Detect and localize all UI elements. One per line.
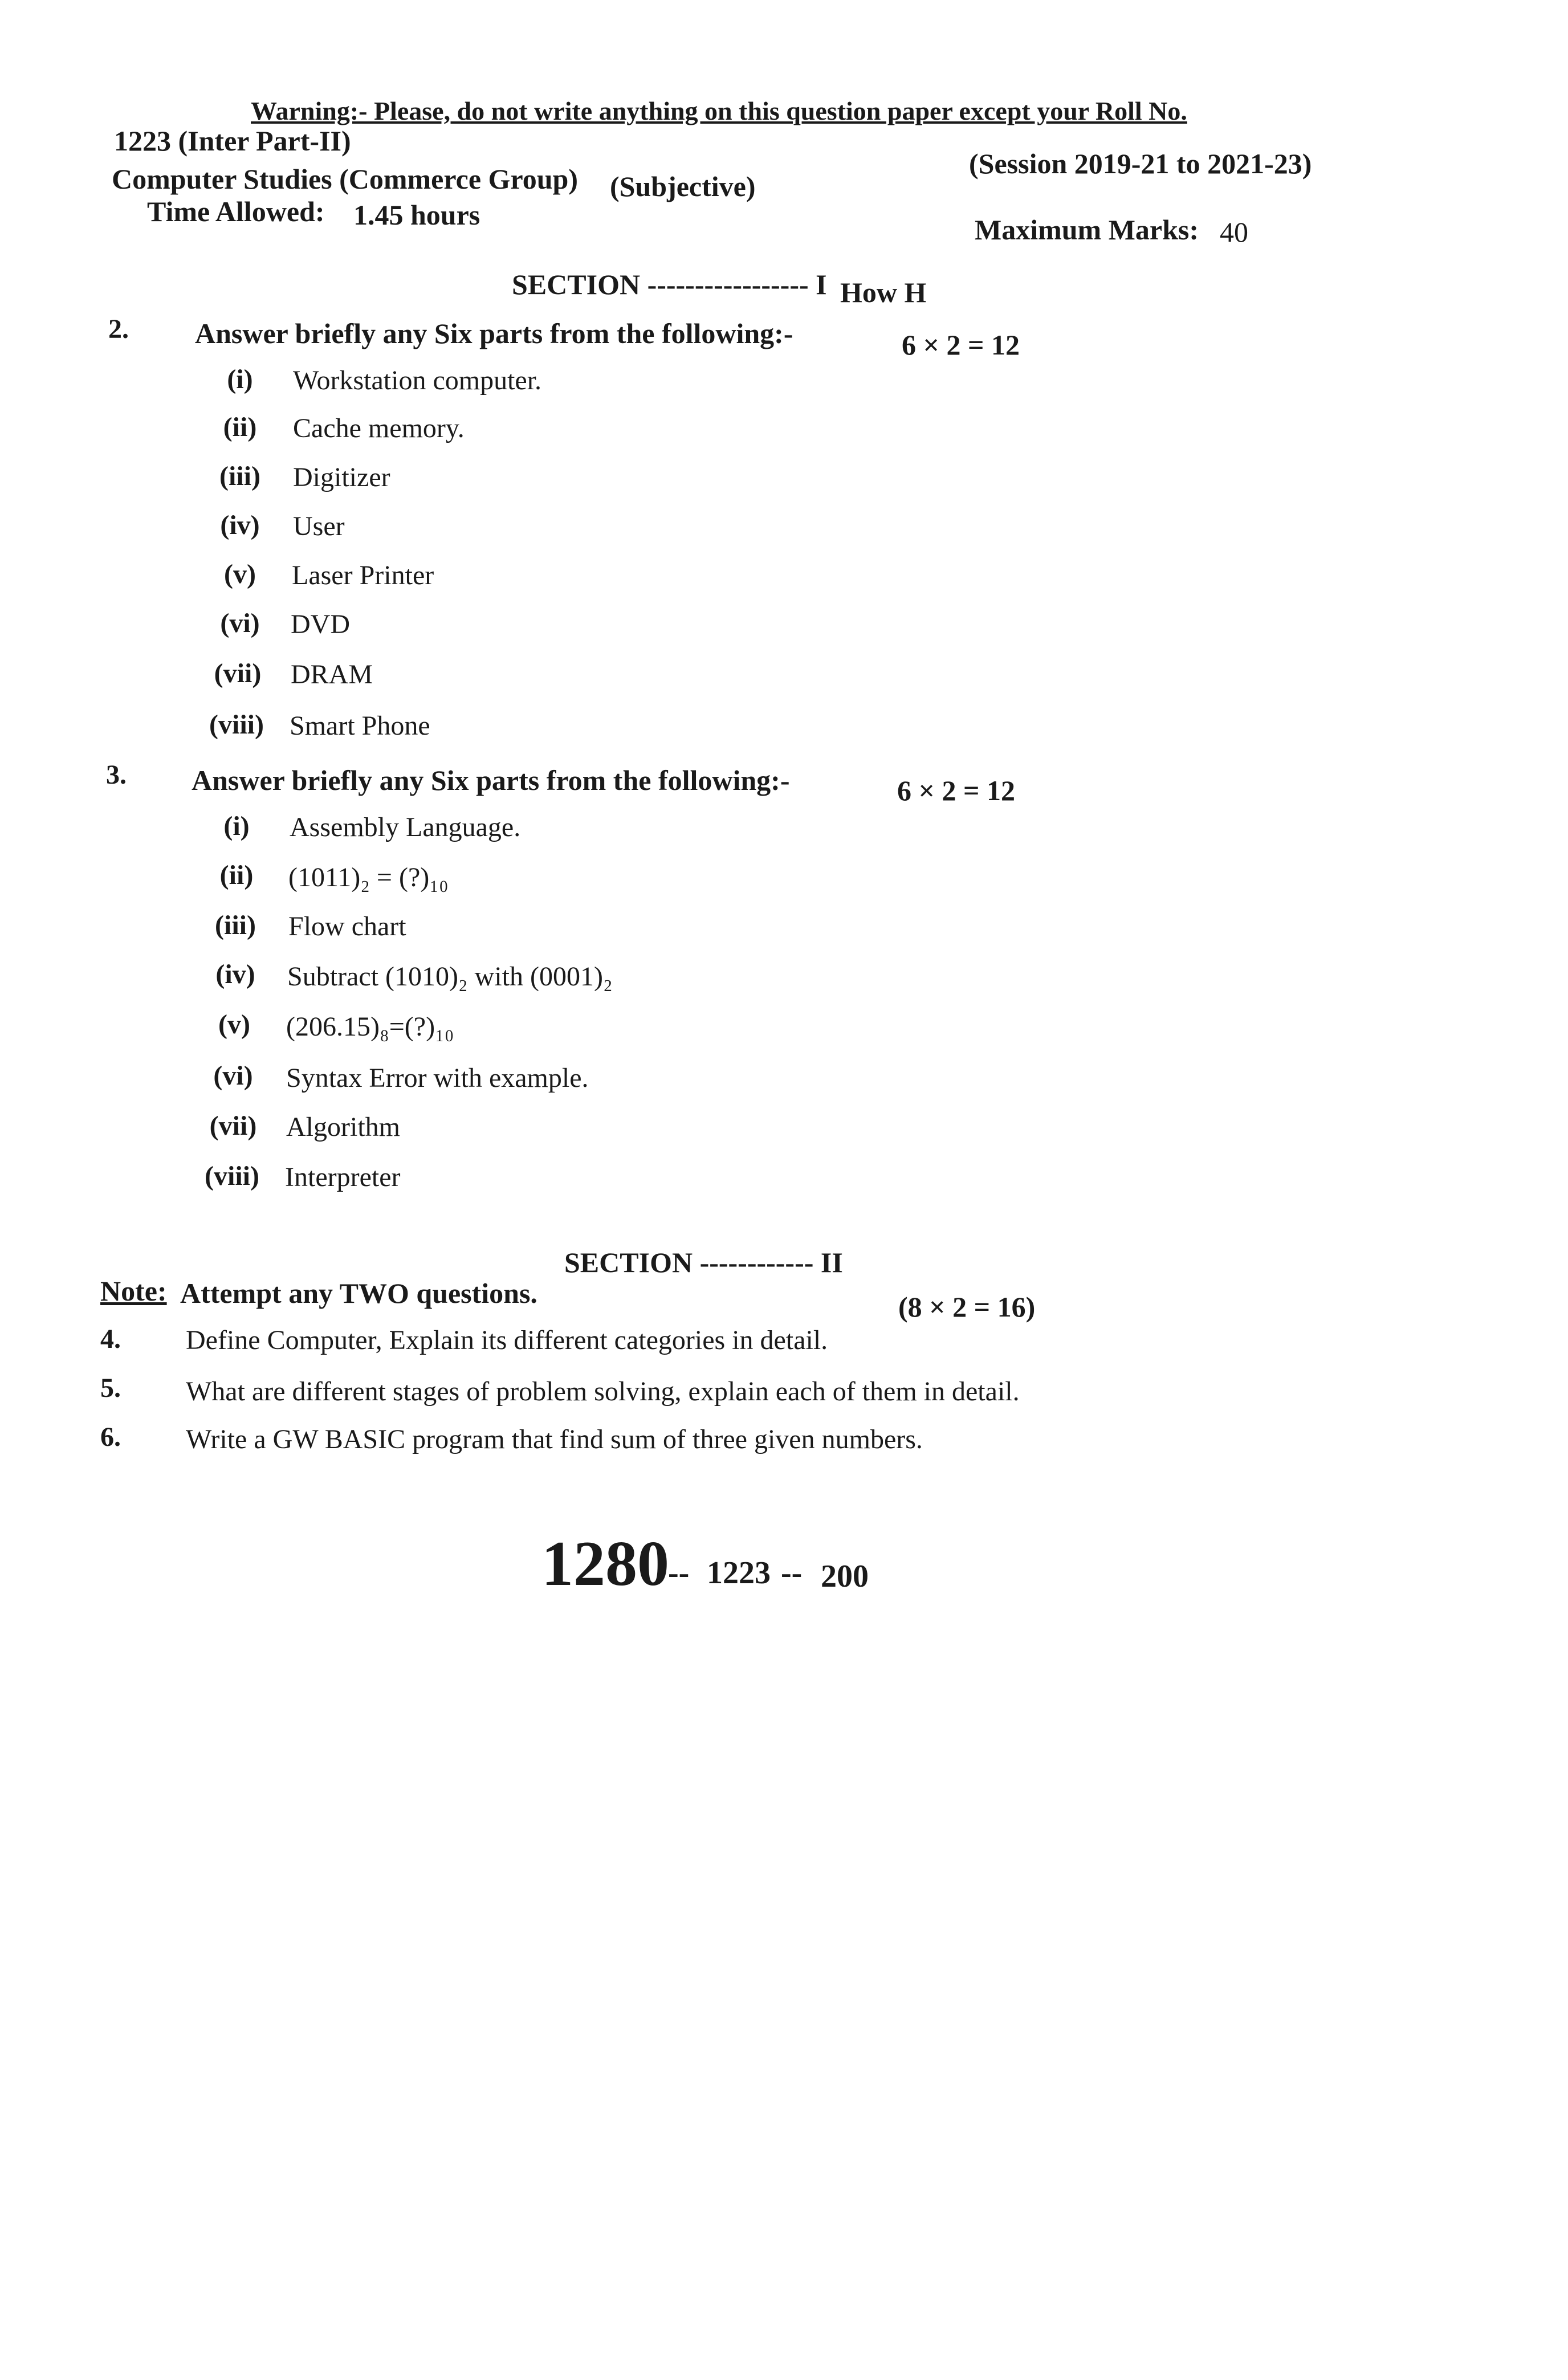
part-text: (1011)₂ = (?)₁₀	[288, 862, 449, 892]
handwritten-note: How H	[840, 276, 927, 308]
question-text: Write a GW BASIC program that find sum of three given numbers.	[186, 1424, 923, 1454]
part-text: Flow chart	[288, 911, 406, 942]
question-text: Define Computer, Explain its different categories in detail.	[186, 1325, 828, 1355]
part-label: (iv)	[220, 510, 260, 540]
part-text: Subtract (1010)₂ with (0001)₂	[287, 961, 613, 992]
paper-code: 1223 (Inter Part-II)	[114, 125, 351, 157]
part-text: Assembly Language.	[290, 812, 521, 842]
footer-code: 1223	[707, 1555, 771, 1591]
section-2-marks: (8 × 2 = 16)	[898, 1291, 1036, 1323]
question-number: 4.	[100, 1324, 121, 1354]
question-text: What are different stages of problem solving, explain each of them in detail.	[186, 1376, 1020, 1407]
part-label: (viii)	[209, 710, 264, 740]
max-marks-label: Maximum Marks:	[975, 214, 1199, 246]
part-text: Syntax Error with example.	[286, 1063, 589, 1093]
question-marks: 6 × 2 = 12	[897, 775, 1015, 806]
paper-type: (Subjective)	[610, 170, 756, 202]
question-prompt: Answer briefly any Six parts from the following:-	[192, 764, 790, 796]
note-label: Note:	[100, 1275, 167, 1307]
max-marks-value: 40	[1220, 216, 1248, 248]
part-label: (iv)	[215, 959, 255, 989]
time-value: 1.45 hours	[353, 199, 480, 231]
part-text: User	[293, 511, 345, 541]
part-label: (i)	[227, 364, 253, 394]
question-number: 6.	[100, 1422, 121, 1452]
part-label: (iii)	[215, 910, 256, 940]
part-label: (ii)	[219, 860, 254, 890]
note-text: Attempt any TWO questions.	[180, 1277, 537, 1309]
subject: Computer Studies (Commerce Group)	[112, 163, 578, 195]
part-label: (viii)	[205, 1161, 259, 1191]
part-text: Algorithm	[286, 1112, 400, 1142]
part-text: Interpreter	[285, 1162, 401, 1192]
question-prompt: Answer briefly any Six parts from the following:-	[195, 317, 793, 349]
part-label: (iii)	[219, 461, 260, 491]
part-label: (v)	[224, 559, 256, 589]
part-text: Smart Phone	[290, 711, 430, 741]
part-label: (i)	[223, 811, 250, 841]
part-text: (206.15)₈=(?)₁₀	[286, 1012, 454, 1042]
question-number: 2.	[108, 314, 129, 344]
part-label: (ii)	[223, 412, 257, 442]
part-text: DVD	[291, 609, 350, 639]
part-label: (v)	[218, 1009, 250, 1040]
part-text: Laser Printer	[292, 560, 434, 590]
part-text: DRAM	[291, 659, 373, 690]
section-2-title: SECTION ------------ II	[564, 1246, 843, 1278]
footer-count: 200	[821, 1559, 869, 1594]
footer-separator: --	[668, 1555, 690, 1591]
part-text: Cache memory.	[293, 413, 465, 443]
part-text: Workstation computer.	[293, 365, 542, 396]
section-1-title: SECTION ----------------- I	[512, 268, 827, 300]
part-label: (vii)	[209, 1111, 257, 1141]
question-number: 3.	[106, 760, 127, 790]
part-label: (vi)	[213, 1061, 253, 1091]
part-label: (vi)	[220, 608, 260, 638]
warning-notice: Warning:- Please, do not write anything on this question paper except your Roll No.	[251, 96, 1187, 125]
part-text: Digitizer	[293, 462, 390, 492]
question-number: 5.	[100, 1373, 121, 1403]
session: (Session 2019-21 to 2021-23)	[969, 148, 1312, 180]
part-label: (vii)	[214, 658, 262, 688]
footer-separator: --	[781, 1555, 803, 1591]
footer-code-big: 1280	[541, 1529, 669, 1599]
question-marks: 6 × 2 = 12	[902, 329, 1020, 361]
time-label: Time Allowed:	[147, 195, 325, 227]
